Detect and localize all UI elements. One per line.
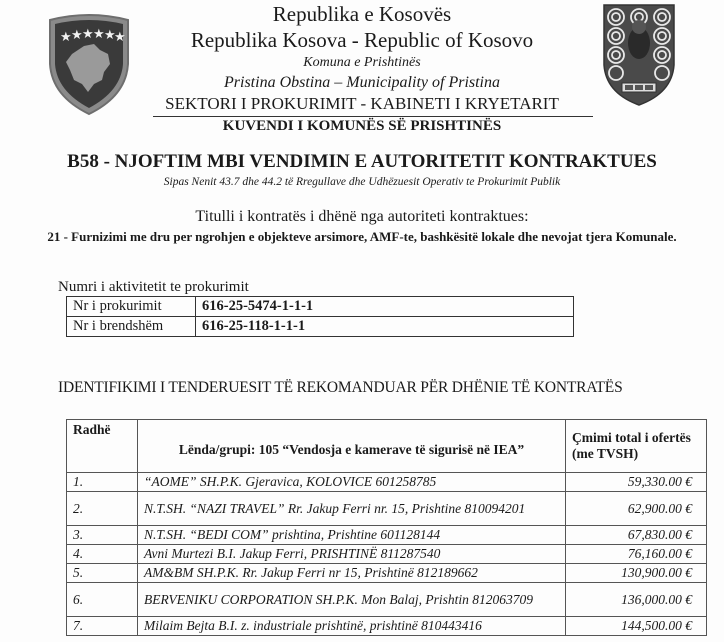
activity-number-table: [66, 296, 574, 337]
rank-cell: 4.: [67, 545, 138, 564]
activity-row: [67, 297, 574, 317]
price-cell: 62,900.00 €: [566, 492, 707, 526]
column-header-price: Çmimi total i ofertës (me TVSH): [566, 420, 707, 473]
bidder-cell: N.T.SH. “NAZI TRAVEL” Rr. Jakup Ferri nr. 15, Prishtine 810094201: [138, 492, 566, 526]
price-cell: 59,330.00 €: [566, 473, 707, 492]
table-row: [67, 564, 707, 583]
identification-title: IDENTIFIKIMI I TENDERUESIT TË REKOMANDUAR PËR DHËNIE TË KONTRATËS: [58, 379, 623, 396]
table-row: [67, 473, 707, 492]
header-municipality-multilingual: Pristina Obstina – Municipality of Pristina: [224, 74, 500, 91]
activity-value: 616-25-118-1-1-1: [196, 317, 574, 337]
contract-title-label: Titulli i kontratës i dhënë nga autoriteti kontraktues:: [195, 208, 529, 225]
notice-title: B58 - NJOFTIM MBI VENDIMIN E AUTORITETIT KONTRAKTUES: [67, 151, 657, 172]
header-republic-multilingual: Republika Kosova - Republic of Kosovo: [190, 28, 534, 52]
svg-text:★: ★: [93, 27, 105, 42]
activity-key: Nr i brendshëm: [67, 317, 196, 337]
svg-text:★: ★: [114, 30, 126, 45]
svg-text:★: ★: [104, 28, 116, 43]
header-republic-albanian: Republika e Kosovës: [272, 2, 452, 26]
bidder-cell: N.T.SH. “BEDI COM” prishtina, Prishtine 601128144: [138, 526, 566, 545]
rank-cell: 3.: [67, 526, 138, 545]
bidders-table: [66, 419, 707, 636]
rank-cell: 5.: [67, 564, 138, 583]
activity-value: 616-25-5474-1-1-1: [196, 297, 574, 317]
notice-subtitle: Sipas Nenit 43.7 dhe 44.2 të Rregullave dhe Udhëzuesit Operativ te Prokurimit Publik: [163, 176, 561, 188]
bidder-cell: Milaim Bejta B.I. z. industriale prishtinë, prishtinë 810443416: [138, 617, 566, 636]
column-header-rank: Radhë: [67, 420, 138, 473]
price-cell: 130,900.00 €: [566, 564, 707, 583]
table-row: [67, 583, 707, 617]
svg-text:★: ★: [60, 30, 72, 45]
table-row: [67, 526, 707, 545]
header-divider: [153, 116, 593, 117]
bidder-cell: AM&BM SH.P.K. Rr. Jakup Ferri nr 15, Prishtinë 812189662: [138, 564, 566, 583]
table-row: [67, 545, 707, 564]
header-assembly: KUVENDI I KOMUNËS SË PRISHTINËS: [222, 118, 502, 134]
price-cell: 76,160.00 €: [566, 545, 707, 564]
svg-text:★: ★: [71, 28, 83, 43]
bidder-cell: BERVENIKU CORPORATION SH.P.K. Mon Balaj, Prishtin 812063709: [138, 583, 566, 617]
header-municipality-albanian: Komuna e Prishtinës: [303, 55, 421, 70]
table-row: [67, 617, 707, 636]
bidders-header-row: [67, 420, 707, 473]
rank-cell: 7.: [67, 617, 138, 636]
price-cell: 67,830.00 €: [566, 526, 707, 545]
bidder-cell: “AOME” SH.P.K. Gjeravica, KOLOVICE 601258785: [138, 473, 566, 492]
rank-cell: 6.: [67, 583, 138, 617]
contract-title: 21 - Furnizimi me dru per ngrohjen e objekteve arsimore, AMF-te, bashkësitë lokale dhe nevojat tjera Komunale.: [47, 229, 677, 244]
header-department: SEKTORI I PROKURIMIT - KABINETI I KRYETARIT: [165, 94, 559, 113]
table-row: [67, 492, 707, 526]
column-header-subject: Lënda/grupi: 105 “Vendosja e kamerave të sigurisë në IEA”: [138, 420, 566, 473]
svg-text:★: ★: [82, 27, 94, 42]
price-cell: 144,500.00 €: [566, 617, 707, 636]
rank-cell: 1.: [67, 473, 138, 492]
bidder-cell: Avni Murtezi B.I. Jakup Ferri, PRISHTINË 811287540: [138, 545, 566, 564]
activity-row: [67, 317, 574, 337]
rank-cell: 2.: [67, 492, 138, 526]
activity-number-label: Numri i aktivitetit te prokurimit: [58, 279, 249, 295]
price-cell: 136,000.00 €: [566, 583, 707, 617]
activity-key: Nr i prokurimit: [67, 297, 196, 317]
